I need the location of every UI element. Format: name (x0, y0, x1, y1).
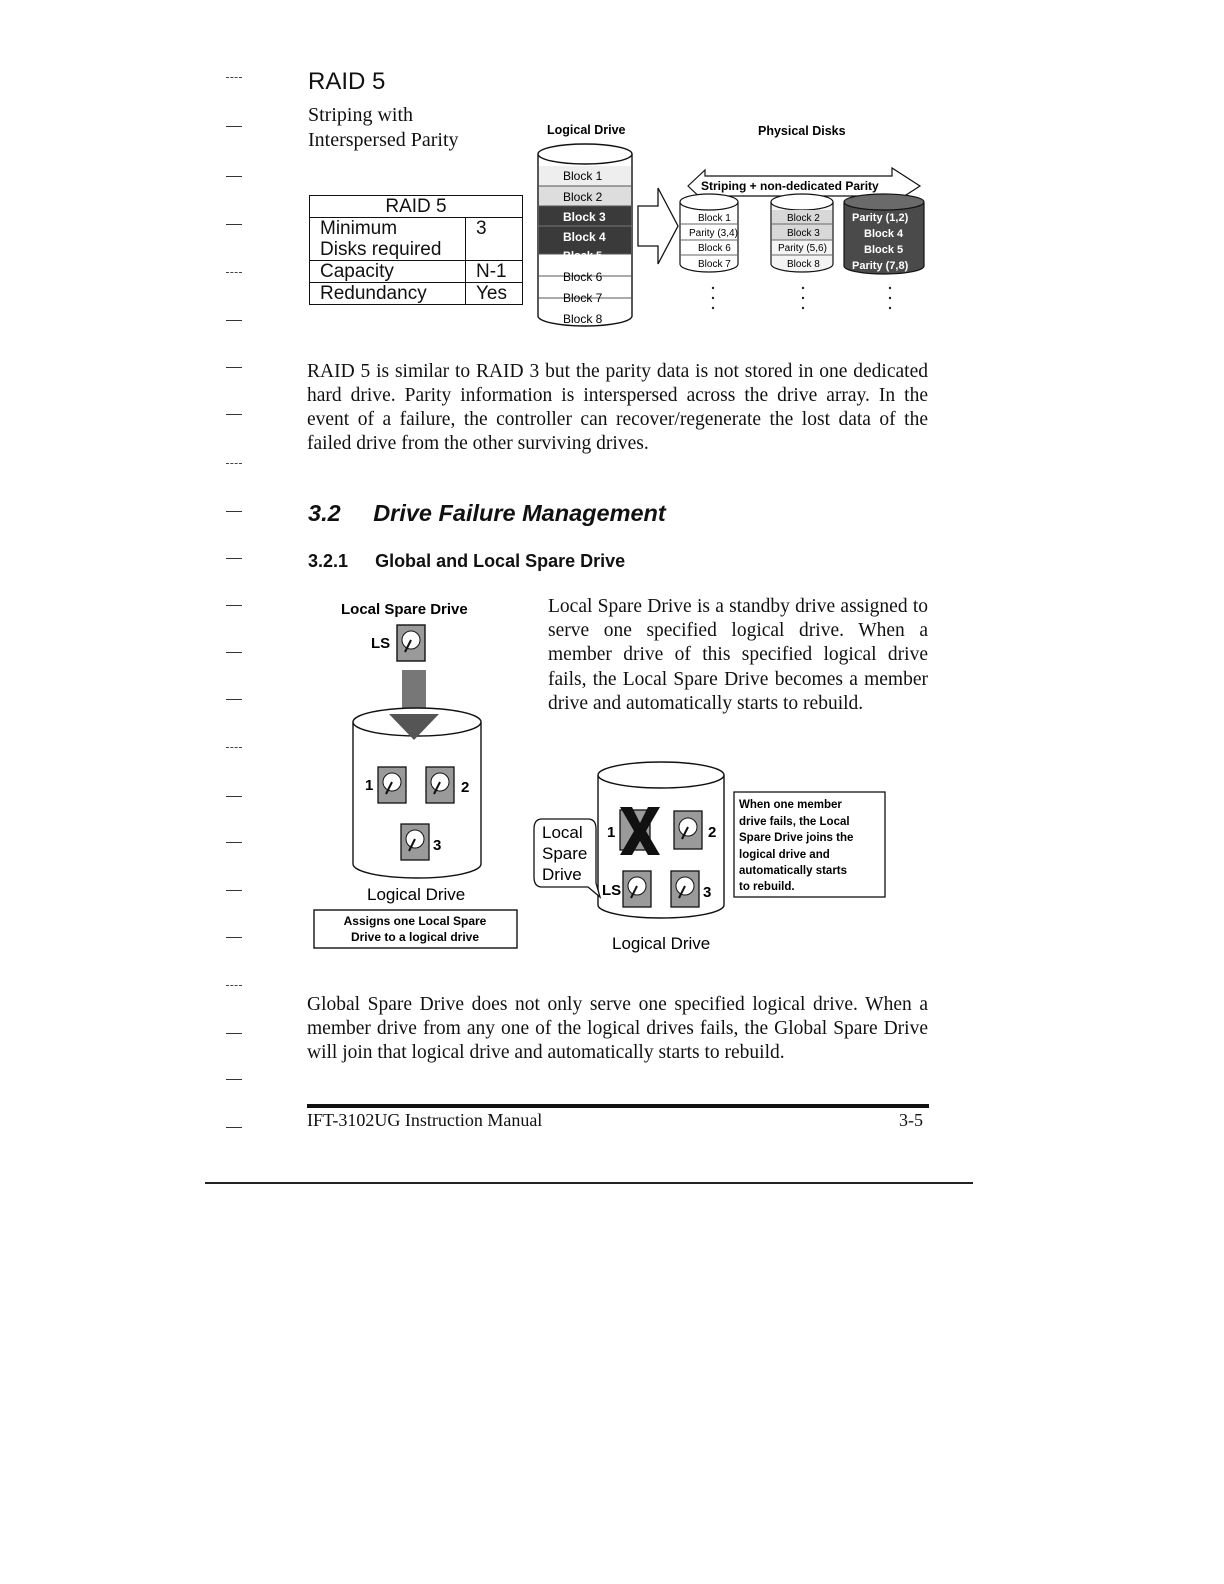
hard-drive-icon (397, 625, 425, 661)
note-line: Spare Drive joins the (739, 832, 854, 844)
local-spare-description: Local Spare Drive is a standby drive assigned to serve one specified logical drive. When a member drive of this specified logical drive fails, the Local Spare Drive becomes a member drive and automatically starts to rebuild. (548, 596, 928, 714)
note-line: to rebuild. (739, 881, 795, 893)
hard-drive-icon (426, 767, 454, 803)
logical-block: Block 1 (563, 169, 603, 183)
disk-row: Parity (7,8) (852, 260, 909, 272)
disk-row: Block 8 (787, 259, 820, 270)
global-spare-description: Global Spare Drive does not only serve one specified logical drive. When a member drive from any one of the logical drives fails, the Global Spare Drive will join that logical drive and automatically starts to rebuild. (307, 994, 928, 1063)
striping-banner: Striping + non-dedicated Parity (701, 179, 879, 193)
disk-row: Parity (3,4) (689, 228, 738, 239)
heading-3-2 (308, 500, 666, 527)
drive-number: 2 (461, 779, 470, 796)
drive-number: 1 (607, 824, 616, 841)
logical-drive-caption: Logical Drive (612, 934, 711, 953)
drive-number: 3 (433, 837, 442, 854)
assign-caption-line: Drive to a logical drive (350, 930, 480, 944)
raid5-diagram (530, 118, 930, 333)
table-row (310, 283, 523, 305)
heading-number: 3.2.1 (308, 551, 349, 571)
disk-row: Parity (1,2) (852, 212, 909, 224)
continuation-dots (712, 287, 891, 309)
disk-row: Parity (5,6) (778, 243, 827, 254)
hard-drive-icon (671, 871, 699, 907)
logical-block: Block 7 (563, 291, 603, 305)
disk-row: Block 2 (787, 213, 820, 224)
ls-label: LS (602, 882, 622, 899)
disk-row: Block 6 (698, 243, 731, 254)
raid5-subtitle (308, 103, 459, 153)
subtitle-line-2: Interspersed Parity (308, 129, 459, 151)
footer-manual: IFT-3102UG Instruction Manual (307, 1110, 543, 1130)
raid5-description: RAID 5 is similar to RAID 3 but the parity data is not stored in one dedicated hard drive. Parity information is interspersed across the drive array. In the event of a failure, the controller can recover/regenerate the lost data of the failed drive from the other surviving drives. (307, 361, 928, 454)
logical-block: Block 5 (563, 250, 603, 262)
table-row (310, 261, 523, 283)
heading-text: Drive Failure Management (373, 500, 666, 526)
spec-value: 3 (466, 218, 523, 261)
local-spare-diagram (305, 592, 530, 957)
drive-number: 1 (365, 777, 374, 794)
disk-row: Block 7 (698, 259, 731, 270)
right-arrow-icon (638, 188, 678, 264)
note-line: automatically starts (739, 865, 848, 877)
spec-value: Yes (466, 283, 523, 305)
spec-label: Redundancy (310, 283, 466, 305)
disk-row: Block 5 (864, 244, 904, 256)
hard-drive-icon (378, 767, 406, 803)
hard-drive-icon (623, 871, 651, 907)
raid5-title: RAID 5 (308, 68, 386, 95)
heading-3-2-1 (308, 551, 625, 572)
logical-drive-label: Logical Drive (547, 123, 626, 137)
spec-label: Minimum (320, 218, 398, 239)
footer-rule (307, 1104, 929, 1108)
spec-label: Capacity (310, 261, 466, 283)
drive-number: 3 (703, 884, 712, 901)
spec-value: N-1 (466, 261, 523, 283)
disk-row: Block 4 (864, 228, 904, 240)
heading-text: Global and Local Spare Drive (375, 551, 626, 571)
logical-block: Block 4 (563, 230, 606, 244)
disk-row: Block 3 (787, 228, 820, 239)
raid5-spec-table (309, 195, 523, 305)
drive-number: 2 (708, 824, 717, 841)
table-row (310, 218, 523, 261)
spec-label: Disks required (320, 239, 442, 260)
assign-caption-line: Assigns one Local Spare (343, 914, 487, 928)
physical-disks-label: Physical Disks (758, 124, 846, 138)
failure-diagram (528, 755, 890, 960)
bottom-rule (205, 1182, 973, 1184)
note-line: logical drive and (739, 849, 830, 861)
ls-label: LS (371, 635, 391, 652)
callout-line: Spare (542, 844, 588, 863)
logical-block: Block 2 (563, 190, 603, 204)
hard-drive-icon (401, 824, 429, 860)
note-line: drive fails, the Local (739, 816, 850, 828)
local-spare-title: Local Spare Drive (341, 601, 468, 618)
spec-table-header: RAID 5 (310, 196, 523, 218)
callout-line: Local (542, 823, 583, 842)
logical-block: Block 8 (563, 312, 603, 326)
disk-row: Block 1 (698, 213, 731, 224)
hard-drive-icon (674, 811, 702, 849)
heading-number: 3.2 (308, 500, 341, 526)
logical-block: Block 3 (563, 210, 606, 224)
logical-block: Block 6 (563, 270, 603, 284)
logical-drive-caption: Logical Drive (367, 885, 466, 904)
callout-line: Drive (542, 865, 582, 884)
note-line: When one member (739, 799, 842, 811)
subtitle-line-1: Striping with (308, 104, 414, 126)
footer-page-number: 3-5 (899, 1110, 923, 1130)
